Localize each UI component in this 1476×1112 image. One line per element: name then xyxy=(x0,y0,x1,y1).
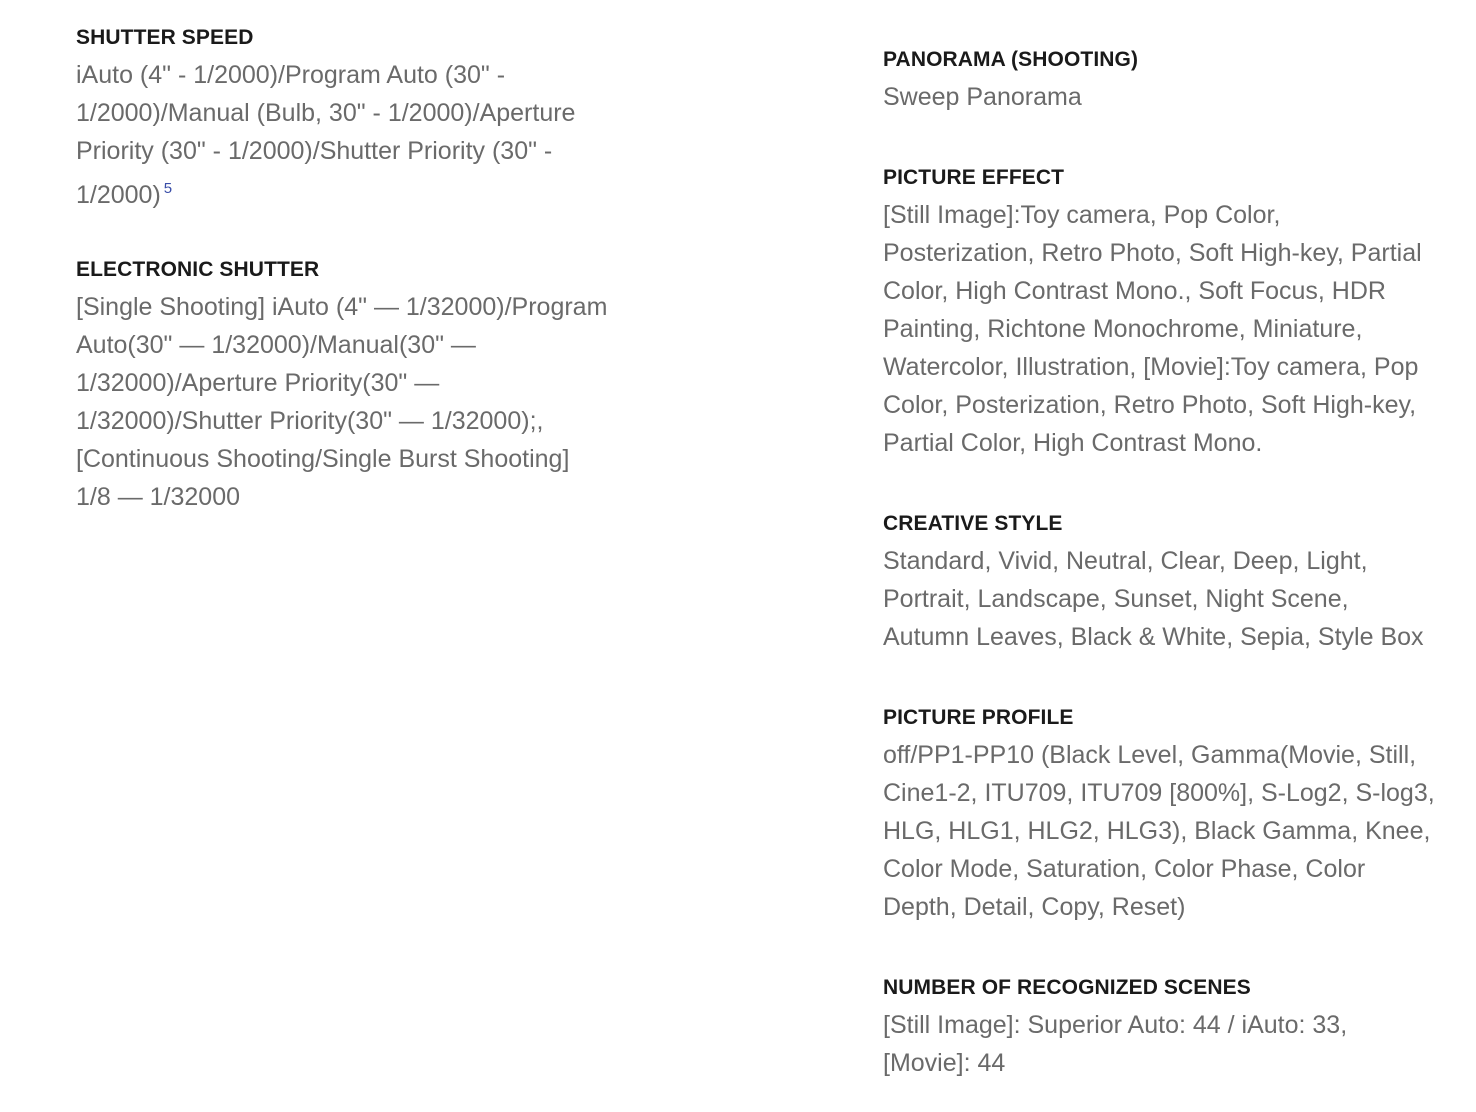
spec-label-shutter-speed: SHUTTER SPEED xyxy=(76,26,254,49)
spec-shutter-speed xyxy=(76,24,676,214)
spec-value-line: Sweep Panorama xyxy=(883,83,1082,111)
spec-value-line: [Still Image]: Superior Auto: 44 / iAuto: 33, xyxy=(883,1011,1348,1039)
spec-value-line: [Continuous Shooting/Single Burst Shooting] xyxy=(76,445,570,473)
spec-value-line: HLG, HLG1, HLG2, HLG3), Black Gamma, Knee, xyxy=(883,817,1431,845)
spec-value-line: Auto(30" — 1/32000)/Manual(30" — xyxy=(76,331,476,359)
spec-value-picture-profile xyxy=(883,736,1473,926)
spec-value-line: off/PP1-PP10 (Black Level, Gamma(Movie, Still, xyxy=(883,741,1417,769)
spec-label-picture-profile: PICTURE PROFILE xyxy=(883,706,1074,729)
spec-value-line: Priority (30" - 1/2000)/Shutter Priority (30" - xyxy=(76,137,553,165)
spec-panorama xyxy=(883,46,1473,116)
spec-electronic-shutter xyxy=(76,256,676,516)
spec-value-line: 1/32000)/Shutter Priority(30" — 1/32000);, xyxy=(76,407,544,435)
spec-value-line: Depth, Detail, Copy, Reset) xyxy=(883,893,1186,921)
spec-value-shutter-speed xyxy=(76,56,676,214)
spec-value-panorama xyxy=(883,78,1473,116)
spec-value-line: Autumn Leaves, Black & White, Sepia, Style Box xyxy=(883,623,1424,651)
spec-value-recognized-scenes xyxy=(883,1006,1473,1082)
spec-label-electronic-shutter: ELECTRONIC SHUTTER xyxy=(76,258,320,281)
spec-value-line: 1/32000)/Aperture Priority(30" — xyxy=(76,369,440,397)
spec-value-line: 1/8 — 1/32000 xyxy=(76,483,241,511)
footnote-link[interactable]: 5 xyxy=(163,180,173,197)
spec-value-line: Cine1-2, ITU709, ITU709 [800%], S-Log2, S-log3, xyxy=(883,779,1435,807)
spec-label-creative-style: CREATIVE STYLE xyxy=(883,512,1063,535)
spec-value-picture-effect xyxy=(883,196,1473,462)
spec-picture-profile xyxy=(883,704,1473,926)
spec-value-creative-style xyxy=(883,542,1473,656)
spec-picture-effect xyxy=(883,164,1473,462)
spec-value-electronic-shutter xyxy=(76,288,676,516)
spec-value-line: Posterization, Retro Photo, Soft High-key, Partial xyxy=(883,239,1422,267)
spec-value-line: Color Mode, Saturation, Color Phase, Color xyxy=(883,855,1366,883)
spec-value-line: [Movie]: 44 xyxy=(883,1049,1006,1077)
spec-label-recognized-scenes: NUMBER OF RECOGNIZED SCENES xyxy=(883,976,1251,999)
spec-label-panorama: PANORAMA (SHOOTING) xyxy=(883,48,1139,71)
spec-value-line: iAuto (4" - 1/2000)/Program Auto (30" - xyxy=(76,61,506,89)
spec-label-picture-effect: PICTURE EFFECT xyxy=(883,166,1065,189)
spec-recognized-scenes xyxy=(883,974,1473,1082)
spec-value-text: 1/2000) xyxy=(76,181,161,209)
spec-value-line-last xyxy=(76,170,676,214)
spec-value-line: Partial Color, High Contrast Mono. xyxy=(883,429,1263,457)
spec-value-line: 1/2000)/Manual (Bulb, 30" - 1/2000)/Aperture xyxy=(76,99,576,127)
spec-value-line: Color, High Contrast Mono., Soft Focus, HDR xyxy=(883,277,1386,305)
spec-value-line: [Still Image]:Toy camera, Pop Color, xyxy=(883,201,1281,229)
spec-creative-style xyxy=(883,510,1473,656)
spec-value-line: Portrait, Landscape, Sunset, Night Scene, xyxy=(883,585,1349,613)
spec-value-line: Watercolor, Illustration, [Movie]:Toy camera, Pop xyxy=(883,353,1419,381)
spec-value-line: Color, Posterization, Retro Photo, Soft High-key, xyxy=(883,391,1417,419)
spec-value-line: Standard, Vivid, Neutral, Clear, Deep, Light, xyxy=(883,547,1368,575)
spec-value-line: [Single Shooting] iAuto (4" — 1/32000)/Program xyxy=(76,293,608,321)
spec-value-line: Painting, Richtone Monochrome, Miniature, xyxy=(883,315,1363,343)
